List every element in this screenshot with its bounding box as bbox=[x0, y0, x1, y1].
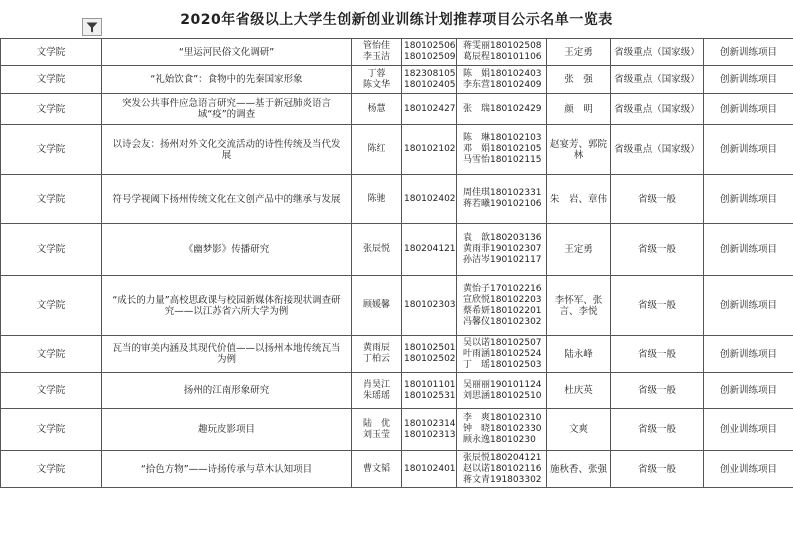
leader-cell bbox=[352, 451, 402, 488]
member-entry: 刘思涵180102510 bbox=[463, 390, 542, 401]
leader-cell bbox=[352, 39, 402, 66]
table-row bbox=[1, 94, 793, 125]
member-entry: 葛辰程180101106 bbox=[463, 52, 542, 62]
student-id: 180102531 bbox=[404, 390, 456, 401]
leader-name: 刘玉莹 bbox=[362, 429, 390, 440]
member-entry: 丁 瑶180102503 bbox=[463, 359, 542, 370]
student-id: 180102303 bbox=[404, 300, 456, 310]
leader-cell bbox=[352, 224, 402, 276]
members-cell bbox=[457, 224, 547, 276]
project-table bbox=[0, 38, 793, 488]
table-row bbox=[1, 125, 793, 175]
leader-name: 李玉洁 bbox=[362, 52, 390, 62]
members-cell bbox=[457, 39, 547, 66]
level-cell: 省级一般 bbox=[611, 224, 704, 276]
table-row bbox=[1, 336, 793, 373]
advisor-cell: 文爽 bbox=[547, 409, 611, 451]
members-cell bbox=[457, 409, 547, 451]
member-entry: 李 爽180102310 bbox=[463, 413, 542, 423]
student-id: 180102509 bbox=[404, 52, 456, 62]
member-entry: 蒋文青191803302 bbox=[463, 474, 542, 485]
member-entry: 孙洁岑190102117 bbox=[463, 255, 542, 265]
student-id: 180102501 bbox=[404, 343, 456, 353]
funnel-icon bbox=[86, 22, 98, 33]
leader-cell bbox=[352, 175, 402, 224]
member-entry: 周佳琪180102331 bbox=[463, 188, 542, 198]
leader-name: 杨慧 bbox=[367, 103, 386, 114]
members-cell bbox=[457, 175, 547, 224]
student-id-cell bbox=[402, 451, 457, 488]
college-cell: 文学院 bbox=[1, 224, 102, 276]
category-cell: 创新训练项目 bbox=[704, 66, 793, 94]
category-cell: 创业训练项目 bbox=[704, 409, 793, 451]
project-name-cell: “拾色方物”——诗扬传承与草木认知项目 bbox=[102, 451, 352, 488]
member-entry: 钟 晓180102330 bbox=[463, 424, 542, 434]
student-id-cell bbox=[402, 276, 457, 336]
leader-name: 丁蓉 bbox=[367, 68, 386, 79]
category-cell: 创新训练项目 bbox=[704, 39, 793, 66]
level-cell: 省级一般 bbox=[611, 336, 704, 373]
member-entry: 陈 琳180102103 bbox=[463, 133, 542, 143]
leader-name: 管怡佳 bbox=[362, 41, 390, 51]
college-cell: 文学院 bbox=[1, 409, 102, 451]
member-entry: 陈 娟180102403 bbox=[463, 68, 542, 79]
college-cell: 文学院 bbox=[1, 276, 102, 336]
members-cell bbox=[457, 451, 547, 488]
table-row bbox=[1, 451, 793, 488]
page-title bbox=[0, 0, 793, 38]
college-cell: 文学院 bbox=[1, 39, 102, 66]
student-id: 180102314 bbox=[404, 418, 456, 429]
project-name-cell: 趣玩皮影项目 bbox=[102, 409, 352, 451]
college-cell: 文学院 bbox=[1, 336, 102, 373]
advisor-cell: 王定勇 bbox=[547, 224, 611, 276]
advisor-cell: 陆永峰 bbox=[547, 336, 611, 373]
leader-name: 陈红 bbox=[367, 144, 386, 154]
members-cell bbox=[457, 125, 547, 175]
leader-name: 陈驰 bbox=[367, 193, 386, 204]
student-id: 180102427 bbox=[404, 103, 456, 114]
project-name-cell: “成长的力量”高校思政课与校园新媒体衔接现状调查研究——以江苏省六所大学为例 bbox=[102, 276, 352, 336]
student-id: 180102313 bbox=[404, 429, 456, 440]
leader-cell bbox=[352, 336, 402, 373]
category-cell: 创新训练项目 bbox=[704, 276, 793, 336]
college-cell: 文学院 bbox=[1, 125, 102, 175]
members-cell bbox=[457, 276, 547, 336]
category-cell: 创业训练项目 bbox=[704, 451, 793, 488]
advisor-cell: 杜庆英 bbox=[547, 373, 611, 409]
student-id-cell bbox=[402, 336, 457, 373]
leader-cell bbox=[352, 373, 402, 409]
level-cell: 省级一般 bbox=[611, 451, 704, 488]
member-entry: 蔡希妍180102201 bbox=[463, 305, 542, 316]
student-id: 180102402 bbox=[404, 193, 456, 204]
college-cell: 文学院 bbox=[1, 451, 102, 488]
leader-cell bbox=[352, 94, 402, 125]
leader-cell bbox=[352, 66, 402, 94]
student-id-cell bbox=[402, 125, 457, 175]
student-id-cell bbox=[402, 94, 457, 125]
project-name-cell: 以诗会友：扬州对外文化交流活动的诗性传统及当代发展 bbox=[102, 125, 352, 175]
table-row bbox=[1, 66, 793, 94]
members-cell bbox=[457, 94, 547, 125]
member-entry: 黄雨菲190102307 bbox=[463, 244, 542, 254]
student-id: 180102401 bbox=[404, 463, 456, 474]
leader-name: 张辰悦 bbox=[362, 244, 390, 254]
table-row bbox=[1, 409, 793, 451]
member-entry: 蒋雯丽180102508 bbox=[463, 41, 542, 51]
member-entry: 吴丽丽190101124 bbox=[463, 379, 542, 390]
college-cell: 文学院 bbox=[1, 66, 102, 94]
level-cell: 省级一般 bbox=[611, 276, 704, 336]
student-id-cell bbox=[402, 373, 457, 409]
level-cell: 省级一般 bbox=[611, 373, 704, 409]
college-cell: 文学院 bbox=[1, 373, 102, 409]
student-id: 180102502 bbox=[404, 354, 456, 364]
leader-name: 陈文华 bbox=[362, 79, 390, 90]
category-cell: 创新训练项目 bbox=[704, 336, 793, 373]
project-name-cell: “礼始饮食”：食物中的先秦国家形象 bbox=[102, 66, 352, 94]
student-id: 180102506 bbox=[404, 41, 456, 51]
advisor-cell: 朱 岩、章伟 bbox=[547, 175, 611, 224]
member-entry: 黄怡子170102216 bbox=[463, 283, 542, 294]
members-cell bbox=[457, 336, 547, 373]
level-cell: 省级一般 bbox=[611, 175, 704, 224]
table-row bbox=[1, 224, 793, 276]
level-cell: 省级重点（国家级） bbox=[611, 39, 704, 66]
student-id-cell bbox=[402, 175, 457, 224]
student-id: 180101101 bbox=[404, 379, 456, 390]
category-cell: 创新训练项目 bbox=[704, 373, 793, 409]
table-row bbox=[1, 373, 793, 409]
advisor-cell: 李怀军、张言、李悦 bbox=[547, 276, 611, 336]
student-id: 180204121 bbox=[404, 244, 456, 254]
filter-dropdown-button[interactable] bbox=[82, 18, 102, 36]
student-id: 180102405 bbox=[404, 79, 456, 90]
leader-cell bbox=[352, 125, 402, 175]
student-id-cell bbox=[402, 409, 457, 451]
leader-cell bbox=[352, 409, 402, 451]
student-id: 182308105 bbox=[404, 68, 456, 79]
member-entry: 顾永逸18010230 bbox=[463, 435, 536, 445]
level-cell: 省级重点（国家级） bbox=[611, 94, 704, 125]
level-cell: 省级一般 bbox=[611, 409, 704, 451]
member-entry: 冯馨仪180102302 bbox=[463, 316, 542, 327]
college-cell: 文学院 bbox=[1, 175, 102, 224]
page-title-text: 2020年省级以上大学生创新创业训练计划推荐项目公示名单一览表 bbox=[180, 12, 613, 28]
student-id-cell bbox=[402, 224, 457, 276]
student-id: 180102102 bbox=[404, 144, 456, 154]
project-name-cell: 瓦当的审美内涵及其现代价值——以扬州本地传统瓦当为例 bbox=[102, 336, 352, 373]
member-entry: 袁 歆180203136 bbox=[463, 233, 542, 243]
project-name-cell: 《幽梦影》传播研究 bbox=[102, 224, 352, 276]
member-entry: 李东营180102409 bbox=[463, 79, 542, 90]
project-name-cell: 突发公共事件应急语言研究——基于新冠肺炎语言域“疫”的调查 bbox=[102, 94, 352, 125]
project-name-cell: 符号学视阈下扬州传统文化在文创产品中的继承与发展 bbox=[102, 175, 352, 224]
advisor-cell: 颜 明 bbox=[547, 94, 611, 125]
member-entry: 吴以诺180102507 bbox=[463, 337, 542, 348]
member-entry: 赵以诺180102116 bbox=[463, 463, 542, 474]
members-cell bbox=[457, 66, 547, 94]
leader-name: 黄雨辰 bbox=[362, 343, 390, 353]
member-entry: 邓 娟180102105 bbox=[463, 144, 542, 154]
level-cell: 省级重点（国家级） bbox=[611, 66, 704, 94]
member-entry: 张 瑞180102429 bbox=[463, 103, 542, 114]
category-cell: 创新训练项目 bbox=[704, 224, 793, 276]
leader-name: 肖昊江 bbox=[362, 379, 390, 390]
leader-name: 顾媛馨 bbox=[362, 300, 390, 310]
member-entry: 马雪怡180102115 bbox=[463, 155, 542, 165]
table-row bbox=[1, 276, 793, 336]
student-id-cell bbox=[402, 39, 457, 66]
project-name-cell: 扬州的江南形象研究 bbox=[102, 373, 352, 409]
member-entry: 叶雨涵180102524 bbox=[463, 348, 542, 359]
table-row bbox=[1, 175, 793, 224]
leader-name: 曹文韬 bbox=[362, 463, 390, 474]
category-cell: 创新训练项目 bbox=[704, 125, 793, 175]
members-cell bbox=[457, 373, 547, 409]
table-row bbox=[1, 39, 793, 66]
student-id-cell bbox=[402, 66, 457, 94]
advisor-cell: 张 强 bbox=[547, 66, 611, 94]
category-cell: 创新训练项目 bbox=[704, 94, 793, 125]
member-entry: 蒋若曦190102106 bbox=[463, 199, 542, 209]
leader-name: 陆 优 bbox=[362, 418, 390, 429]
member-entry: 宣欣悦180102203 bbox=[463, 294, 542, 305]
advisor-cell: 王定勇 bbox=[547, 39, 611, 66]
leader-cell bbox=[352, 276, 402, 336]
category-cell: 创新训练项目 bbox=[704, 175, 793, 224]
college-cell: 文学院 bbox=[1, 94, 102, 125]
advisor-cell: 赵宴芳、郭院林 bbox=[547, 125, 611, 175]
leader-name: 丁柏云 bbox=[362, 354, 390, 364]
advisor-cell: 施秋香、张强 bbox=[547, 451, 611, 488]
leader-name: 朱瑶瑶 bbox=[362, 390, 390, 401]
project-name-cell: “里运河民俗文化调研” bbox=[102, 39, 352, 66]
member-entry: 张辰悦180204121 bbox=[463, 452, 542, 463]
level-cell: 省级重点（国家级） bbox=[611, 125, 704, 175]
